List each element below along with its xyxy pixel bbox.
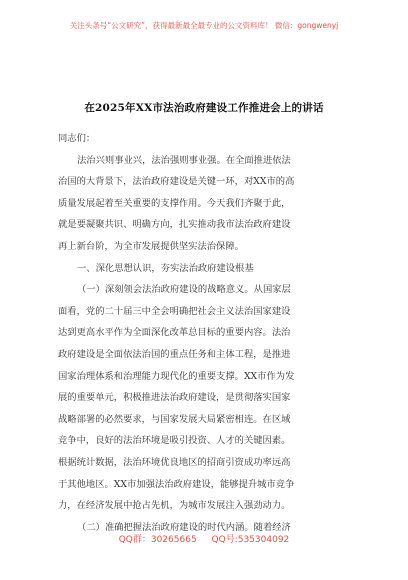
paragraph-line: 战略部署的必然要求，与国家发展大局紧密相连。在区域 bbox=[58, 413, 291, 425]
paragraph-line: 达到更高水平作为全面深化改革总目标的重要内容。法治 bbox=[58, 327, 291, 339]
paragraph-line: 法治兴则事业兴，法治强则事业强。在全面推进依法 bbox=[77, 154, 291, 166]
salutation: 同志们： bbox=[58, 133, 96, 144]
paragraph-line: 政府建设是全面依法治国的重点任务和主体工程，是推进 bbox=[58, 348, 291, 360]
paragraph-line: 再上新台阶，为全市发展提供坚实法治保障。 bbox=[58, 240, 244, 252]
paragraph-line: 于其他地区。XX市加强法治政府建设，能够提升城市竞争 bbox=[58, 478, 295, 490]
paragraph-line: 力，在经济发展中抢占先机，为城市发展注入强劲动力。 bbox=[58, 500, 291, 512]
paragraph-line: 国家治理体系和治理能力现代化的重要支撑。XX市作为发 bbox=[58, 370, 295, 382]
promo-banner: 关注头条号“公文研究”，获得最新最全最专业的公文资料库！ 微信：gongwenyj bbox=[69, 21, 339, 30]
paragraph-line: 质量发展起着至关重要的支撑作用。今天我们齐聚于此， bbox=[58, 197, 291, 209]
section-heading: 一、深化思想认识，夯实法治政府建设根基 bbox=[77, 262, 254, 274]
footer-contact bbox=[0, 532, 408, 545]
document-body bbox=[58, 128, 350, 538]
document-title: 在2025年XX市法治政府建设工作推进会上的讲话 bbox=[84, 102, 324, 114]
paragraph-line: 治国的大背景下，法治政府建设是关键一环，对XX市的高 bbox=[58, 176, 295, 188]
paragraph-line: 就是要凝聚共识、明确方向，扎实推动我市法治政府建设 bbox=[58, 219, 291, 231]
paragraph-line: （一）深刻领会法治政府建设的战略意义。从国家层 bbox=[77, 284, 291, 296]
paragraph-line: 面看，党的二十届三中全会明确把社会主义法治国家建设 bbox=[58, 305, 291, 317]
paragraph-line: 展的重要单元，积极推进法治政府建设，是贯彻落实国家 bbox=[58, 392, 291, 404]
paragraph-line: 竞争中，良好的法治环境是吸引投资、人才的关键因素。 bbox=[58, 435, 291, 447]
paragraph-line: 根据统计数据，法治环境优良地区的招商引资成功率远高 bbox=[58, 456, 291, 468]
qq-group-text: QQ群：30265665 bbox=[118, 535, 197, 545]
qq-number-text: QQ号:535304092 bbox=[211, 535, 290, 545]
paragraph-line: （二）准确把握法治政府建设的时代内涵。随着经济 bbox=[77, 521, 291, 533]
